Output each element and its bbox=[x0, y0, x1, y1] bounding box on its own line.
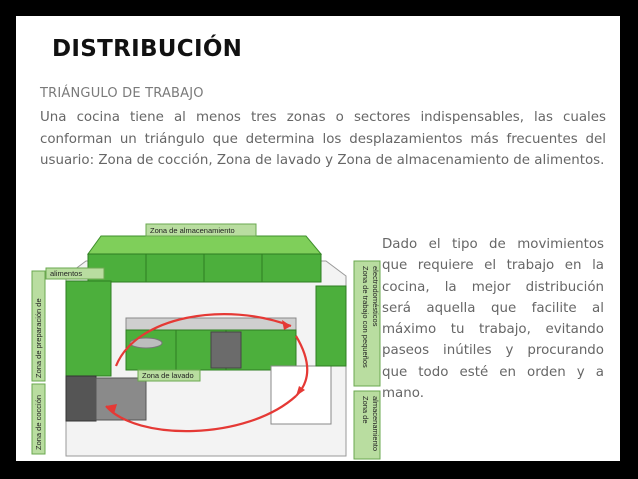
label-coccion: Zona de cocción bbox=[34, 394, 43, 450]
dishwasher bbox=[211, 332, 241, 368]
slide-subtitle: TRIÁNGULO DE TRABAJO bbox=[40, 86, 204, 101]
side-paragraph: Dado el tipo de movimientos que requiere el trabajo en la cocina, la mejor distribución será aquella que facilite al máximo tu trabajo, evitando paseos inútiles y procurando que todo esté en orden y a mano. bbox=[382, 237, 604, 402]
label-zona-almac-line2: almacenamiento bbox=[371, 396, 380, 452]
oven bbox=[96, 378, 146, 420]
right-counter-unit bbox=[271, 366, 331, 424]
label-preparacion: Zona de preparación de bbox=[34, 298, 43, 378]
right-tall-cabinet bbox=[316, 286, 346, 366]
label-almacenamiento: Zona de almacenamiento bbox=[150, 226, 235, 235]
left-tall-cabinet bbox=[66, 281, 111, 376]
slide-title: DISTRIBUCIÓN bbox=[52, 36, 243, 62]
slide bbox=[16, 16, 620, 461]
label-electro-line1: Zona de trabajo con pequeños bbox=[361, 266, 370, 368]
kitchen-work-triangle-illustration bbox=[26, 206, 382, 461]
stove bbox=[66, 376, 96, 421]
intro-paragraph: Una cocina tiene al menos tres zonas o sectores indispensables, las cuales conforman un triángulo que determina los desplazamientos más frecuentes del usuario: Zona de cocción, Zona de lavado y Zona de almacenamiento de alimentos. bbox=[40, 110, 606, 168]
label-lavado: Zona de lavado bbox=[142, 371, 194, 380]
label-alimentos: alimentos bbox=[50, 269, 83, 278]
upper-cabinet-top bbox=[88, 236, 321, 254]
label-zona-almac-line1: Zona de bbox=[361, 396, 370, 424]
label-electro-line2: electrodomésticos bbox=[371, 266, 380, 327]
